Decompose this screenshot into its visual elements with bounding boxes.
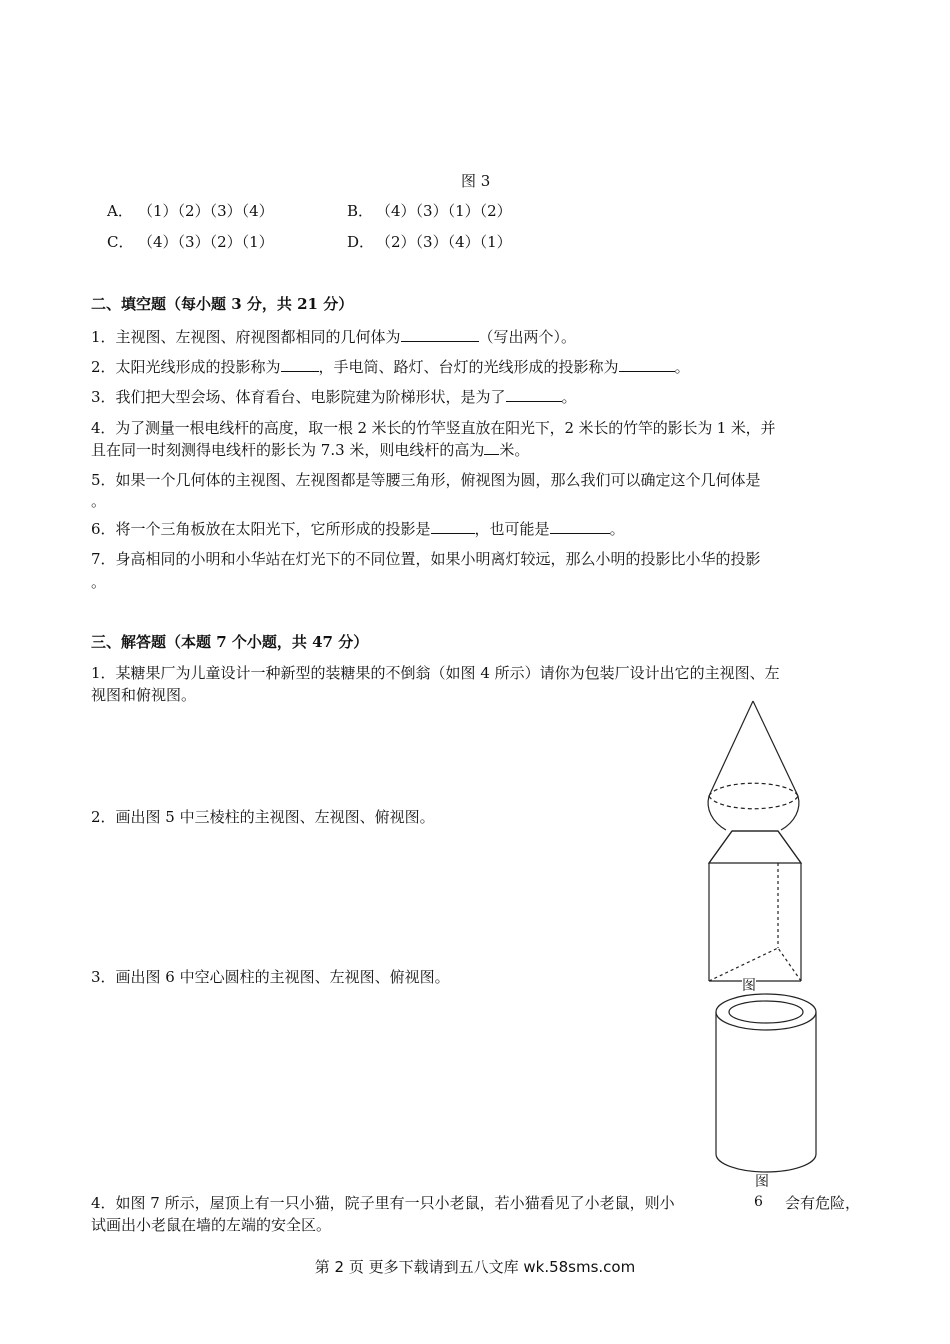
option-c-text: （4）（3）（2）（1） [138, 233, 274, 251]
figure6-label: 图 [755, 1174, 769, 1190]
cone-left-edge [709, 701, 753, 796]
answer-blank [431, 519, 475, 534]
section3-title: 三、解答题（本题 7 个小题，共 47 分） [91, 633, 369, 651]
figure5-label: 图 [742, 978, 756, 994]
hemisphere-right-arc [781, 796, 799, 830]
fill-question-5-line1: 5．如果一个几何体的主视图、左视图都是等腰三角形，俯视图为圆，那么我们可以确定这个几何体是 [91, 471, 761, 489]
figure6-number: 6 [754, 1193, 784, 1211]
option-a-label: A． [107, 202, 133, 220]
rim-back-dashed [709, 783, 798, 796]
fill-question-7-line2: 。 [91, 573, 107, 591]
option-d-label: D． [347, 233, 375, 251]
figure3-caption: 图 3 [461, 172, 491, 190]
answer-blank [550, 519, 610, 534]
cylinder-bottom-arc [716, 1154, 816, 1172]
rim-front-dashed [709, 796, 798, 809]
answer-blank [281, 357, 319, 372]
fill-question-4-line2: 且在同一时刻测得电线杆的影长为 7.3 米，则电线杆的高为 米。 [91, 441, 530, 459]
solve-question-1-line2: 视图和俯视图。 [91, 686, 197, 704]
fill-question-3: 3．我们把大型会场、体育看台、电影院建为阶梯形状，是为了 。 [91, 388, 577, 406]
hidden-edge-right [778, 948, 801, 981]
solve-question-4-line1a: 4．如图 7 所示，屋顶上有一只小猫，院子里有一只小老鼠，若小猫看见了小老鼠，则小 [91, 1194, 675, 1212]
answer-blank [506, 387, 562, 402]
cone-right-edge [753, 701, 798, 796]
fill-question-7-line1: 7．身高相同的小明和小华站在灯光下的不同位置，如果小明离灯较远，那么小明的投影比小华的投影 [91, 550, 761, 568]
solve-question-3: 3．画出图 6 中空心圆柱的主视图、左视图、俯视图。 [91, 968, 450, 986]
option-d-text: （2）（3）（4）（1） [376, 233, 512, 251]
page-footer: 第 2 页 更多下载请到五八文库 wk.58sms.com [314, 1258, 636, 1276]
solve-question-4-line2: 试画出小老鼠在墙的左端的安全区。 [91, 1216, 332, 1234]
answer-blank [619, 357, 675, 372]
fill-question-5-line2: 。 [91, 492, 107, 510]
figure5-prism-drawing [706, 826, 808, 988]
fill-question-2: 2．太阳光线形成的投影称为 ，手电筒、路灯、台灯的光线形成的投影称为 。 [91, 358, 690, 376]
solve-question-1-line1: 1．某糖果厂为儿童设计一种新型的装糖果的不倒翁（如图 4 所示）请你为包装厂设计出它的主视图、左 [91, 664, 780, 682]
answer-blank [484, 440, 499, 455]
answer-blank [401, 327, 479, 342]
fill-question-4-line1: 4．为了测量一根电线杆的高度，取一根 2 米长的竹竿竖直放在阳光下，2 米长的竹竿的影长为 1 米，并 [91, 419, 776, 437]
section2-title: 二、填空题（每小题 3 分，共 21 分） [91, 295, 354, 313]
hemisphere-left-arc [708, 796, 726, 830]
fill-question-6: 6．将一个三角板放在太阳光下，它所形成的投影是 ，也可能是 。 [91, 520, 625, 538]
option-c-label: C． [107, 233, 134, 251]
solve-question-2: 2．画出图 5 中三棱柱的主视图、左视图、俯视图。 [91, 808, 435, 826]
figure4-tumbler-drawing [700, 698, 810, 834]
solve-question-4-line1b: 会有危险， [785, 1194, 861, 1212]
option-a-text: （1）（2）（3）（4） [138, 202, 274, 220]
cylinder-top-inner [729, 1001, 803, 1023]
cylinder-top-outer [716, 994, 816, 1030]
option-b-text: （4）（3）（1）（2） [376, 202, 512, 220]
fill-question-1: 1．主视图、左视图、府视图都相同的几何体为 （写出两个）。 [91, 328, 577, 346]
hidden-edge-left [709, 948, 778, 981]
figure6-hollow-cylinder-drawing [712, 990, 824, 1178]
prism-top-face [709, 831, 801, 863]
option-b-label: B． [347, 202, 374, 220]
